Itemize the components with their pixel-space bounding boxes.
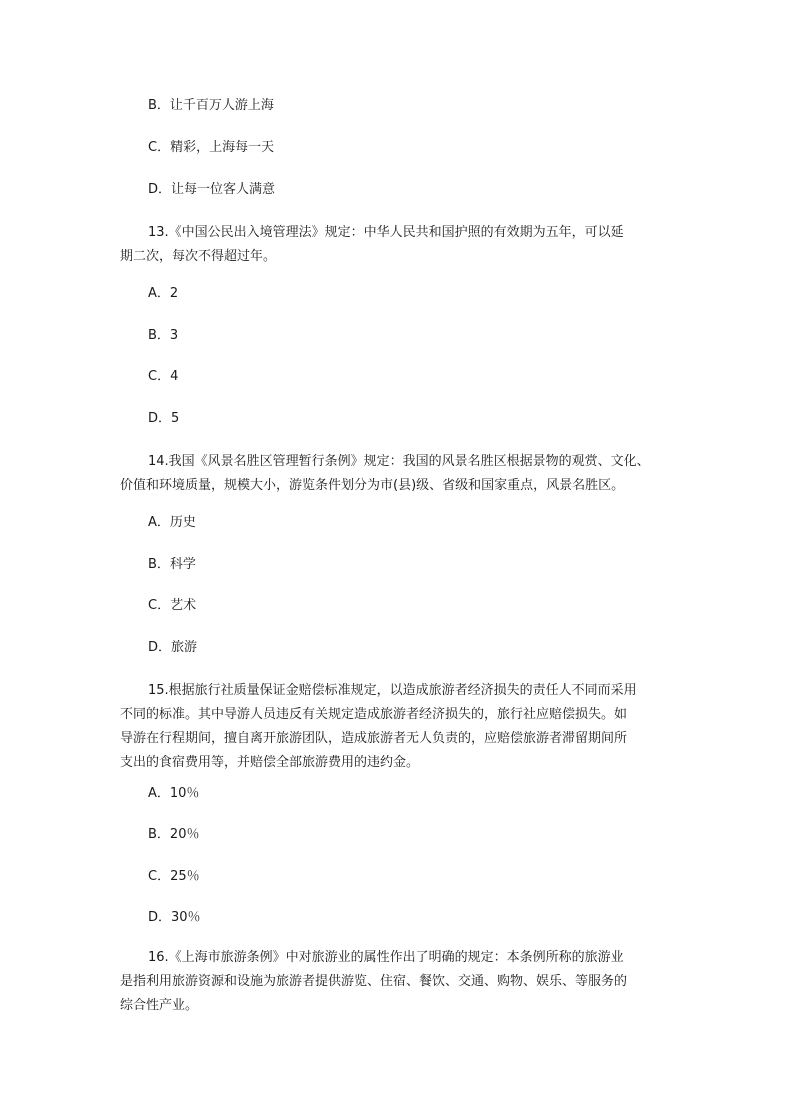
option-a: A．10％	[148, 786, 200, 801]
option-c: C．4	[148, 369, 179, 384]
option-a: A．2	[148, 286, 179, 301]
question-text-line: 15.根据旅行社质量保证金赔偿标准规定，以造成旅游者经济损失的责任人不同而采用	[148, 683, 637, 698]
question-15	[120, 679, 680, 775]
question-text-line: 14.我国《风景名胜区管理暂行条例》规定：我国的风景名胜区根据景物的观赏、文化、	[148, 454, 650, 469]
question-text-line: 是指利用旅游资源和设施为旅游者提供游览、住宿、餐饮、交通、购物、娱乐、等服务的	[120, 974, 628, 989]
question-text-line: 期二次，每次不得超过年。	[120, 249, 277, 264]
question-text-line: 支出的食宿费用等，并赔偿全部旅游费用的违约金。	[120, 755, 420, 770]
option-b: B．3	[148, 328, 179, 343]
option-d: D．旅游	[148, 640, 198, 655]
option-c-prev: C．精彩，上海每一天	[148, 140, 275, 155]
option-b: B．20％	[148, 827, 200, 842]
question-13	[120, 221, 680, 269]
option-b-prev: B．让千百万人游上海	[148, 98, 274, 113]
question-16	[120, 946, 680, 1018]
option-c: C．25％	[148, 869, 200, 884]
option-b: B．科学	[148, 557, 196, 572]
option-d-prev: D．让每一位客人满意	[148, 182, 276, 197]
question-text-line: 13.《中国公民出入境管理法》规定：中华人民共和国护照的有效期为五年，可以延	[148, 225, 624, 240]
option-a: A．历史	[148, 515, 196, 530]
question-text-line: 导游在行程期间，擅自离开旅游团队，造成旅游者无人负责的，应赔偿旅游者滞留期间所	[120, 731, 628, 746]
option-d: D．5	[148, 411, 180, 426]
question-text-line: 不同的标准。其中导游人员违反有关规定造成旅游者经济损失的，旅行社应赔偿损失。如	[120, 707, 628, 722]
question-14	[120, 450, 680, 498]
question-text-line: 综合性产业。	[120, 998, 199, 1013]
option-d: D．30％	[148, 910, 201, 925]
question-text-line: 价值和环境质量，规模大小，游览条件划分为市(县)级、省级和国家重点，风景名胜区。	[120, 478, 625, 493]
question-text-line: 16.《上海市旅游条例》中对旅游业的属性作出了明确的规定：本条例所称的旅游业	[148, 950, 624, 965]
option-c: C．艺术	[148, 598, 197, 613]
